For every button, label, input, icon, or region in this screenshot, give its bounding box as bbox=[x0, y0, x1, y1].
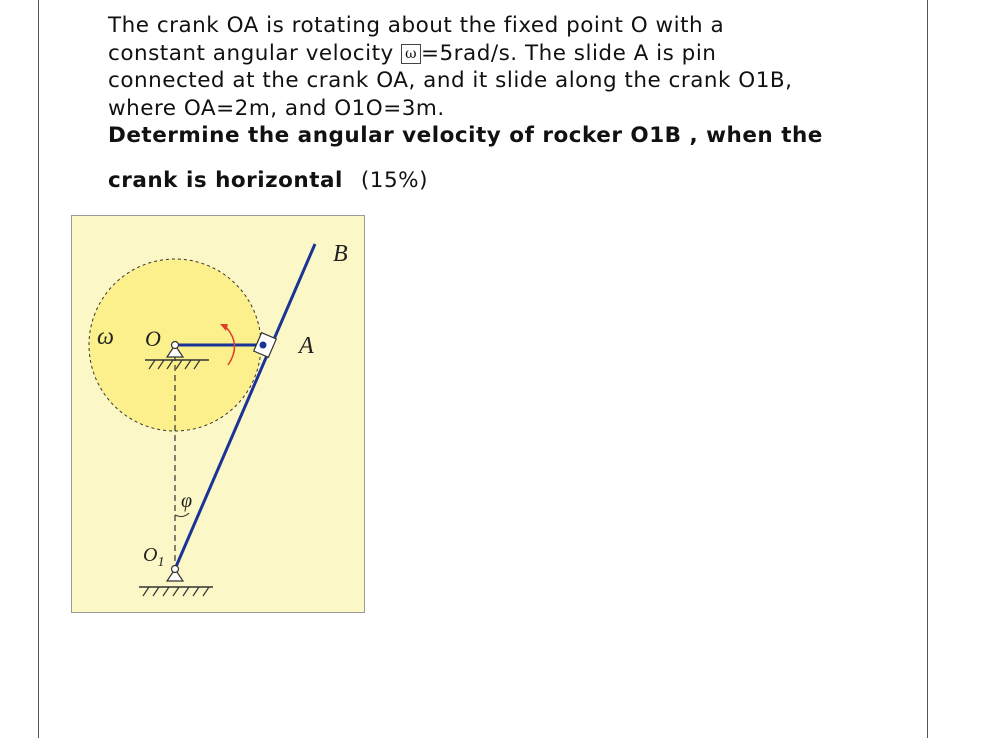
pin-a bbox=[260, 342, 267, 349]
question-text: crank is horizontal bbox=[108, 167, 343, 193]
problem-text bbox=[108, 12, 908, 194]
problem-line-2-start: constant angular velocity bbox=[108, 40, 402, 66]
problem-line-1: The crank OA is rotating about the fixed point O with a bbox=[108, 13, 725, 38]
label-omega: ω bbox=[97, 324, 114, 350]
label-phi: φ bbox=[181, 490, 193, 512]
label-b: B bbox=[333, 241, 348, 267]
mechanism-figure bbox=[71, 215, 365, 613]
omega-symbol-box: ω bbox=[401, 44, 421, 64]
label-o: O bbox=[145, 326, 161, 351]
question-line-2 bbox=[108, 167, 908, 195]
problem-line-4: where OA=2m, and O1O=3m. bbox=[108, 95, 445, 121]
mechanism-diagram bbox=[71, 215, 365, 613]
label-o1-main: O bbox=[143, 544, 158, 566]
question-weight: (15%) bbox=[360, 167, 428, 193]
problem-line-2 bbox=[108, 40, 908, 68]
question-line-1: Determine the angular velocity of rocker O1B , when the bbox=[108, 123, 823, 148]
problem-line-2-end: =5rad/s. The slide A is pin bbox=[420, 40, 717, 66]
label-a: A bbox=[299, 333, 314, 359]
problem-line-3: connected at the crank OA, and it slide along the crank O1B, bbox=[108, 68, 793, 93]
label-o1-subscript: 1 bbox=[157, 555, 165, 570]
